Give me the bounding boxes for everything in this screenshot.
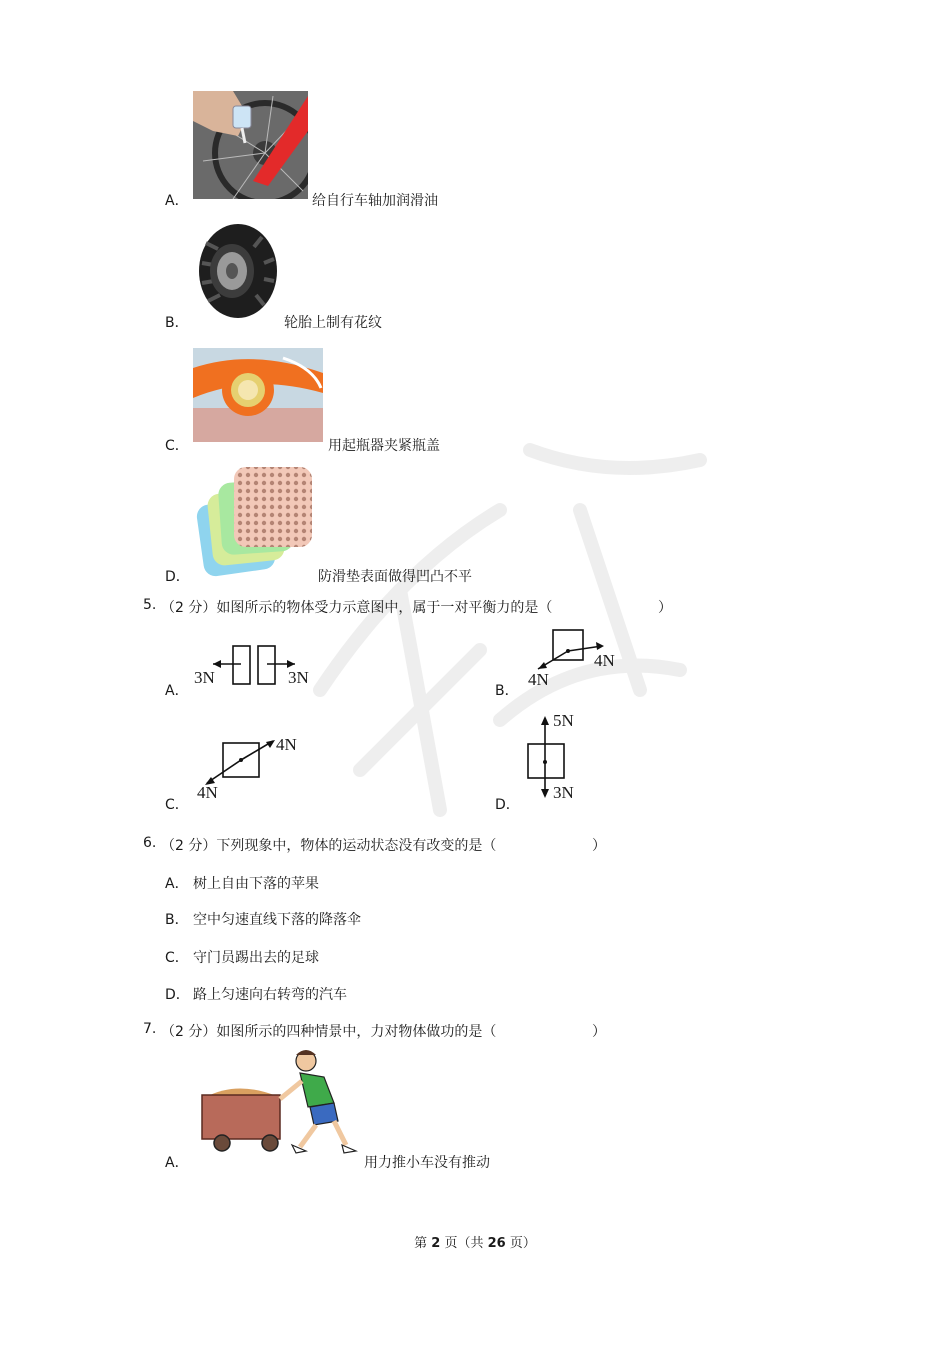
- option-text: 轮胎上制有花纹: [284, 315, 382, 331]
- force-label: 5N: [553, 711, 574, 730]
- option-text: 树上自由下落的苹果: [193, 876, 319, 892]
- option-letter: A．: [165, 1155, 189, 1171]
- option-letter: D．: [495, 797, 520, 813]
- tire-image: [196, 223, 278, 320]
- question-number: 5.: [143, 597, 157, 613]
- option-letter: C．: [165, 950, 189, 966]
- footer-suffix: 页）: [509, 1236, 536, 1251]
- force-label: 3N: [553, 783, 574, 802]
- option-text: 给自行车轴加润滑油: [312, 193, 438, 209]
- footer-prefix: 第: [414, 1236, 428, 1251]
- answer-bracket-close: ）: [658, 600, 672, 616]
- option-letter: B．: [495, 683, 519, 699]
- option-text: 守门员踢出去的足球: [193, 950, 319, 966]
- option-text: 空中匀速直线下落的降落伞: [193, 912, 361, 928]
- option-text: 用力推小车没有推动: [364, 1155, 490, 1171]
- option-text: 防滑垫表面做得凹凸不平: [318, 569, 472, 585]
- bottle-opener-image: [193, 348, 323, 442]
- option-letter: A．: [165, 683, 189, 699]
- option-letter: D．: [165, 987, 190, 1003]
- boy-pushing-cart-image: [196, 1047, 358, 1159]
- option-text: 路上匀速向右转弯的汽车: [193, 987, 347, 1003]
- force-label: 4N: [276, 735, 297, 754]
- option-letter: B．: [165, 912, 189, 928]
- option-letter: C．: [165, 797, 189, 813]
- question-stem: （2 分）下列现象中，物体的运动状态没有改变的是（: [161, 838, 497, 854]
- question-stem: （2 分）如图所示的四种情景中，力对物体做功的是（: [161, 1024, 497, 1040]
- answer-bracket-close: ）: [592, 1024, 606, 1040]
- force-label: 4N: [197, 783, 218, 802]
- option-letter: C．: [165, 438, 189, 454]
- bicycle-lubrication-image: [193, 91, 308, 199]
- question-stem: （2 分）如图所示的物体受力示意图中，属于一对平衡力的是（: [161, 600, 553, 616]
- answer-bracket-close: ）: [592, 838, 606, 854]
- force-label: 3N: [288, 668, 309, 687]
- page-footer: [0, 1232, 950, 1251]
- total-pages: 26: [487, 1236, 506, 1251]
- option-letter: B．: [165, 315, 189, 331]
- anti-slip-mat-image: [196, 463, 316, 578]
- question-number: 6.: [143, 835, 157, 851]
- option-letter: A．: [165, 193, 189, 209]
- option-letter: D．: [165, 569, 190, 585]
- option-text: 用起瓶器夹紧瓶盖: [328, 438, 440, 454]
- force-label: 4N: [528, 670, 549, 689]
- option-letter: A．: [165, 876, 189, 892]
- question-number: 7.: [143, 1021, 157, 1037]
- current-page-number: 2: [431, 1236, 441, 1251]
- force-label: 4N: [594, 651, 615, 670]
- force-label: 3N: [194, 668, 215, 687]
- footer-middle: 页（共: [444, 1236, 484, 1251]
